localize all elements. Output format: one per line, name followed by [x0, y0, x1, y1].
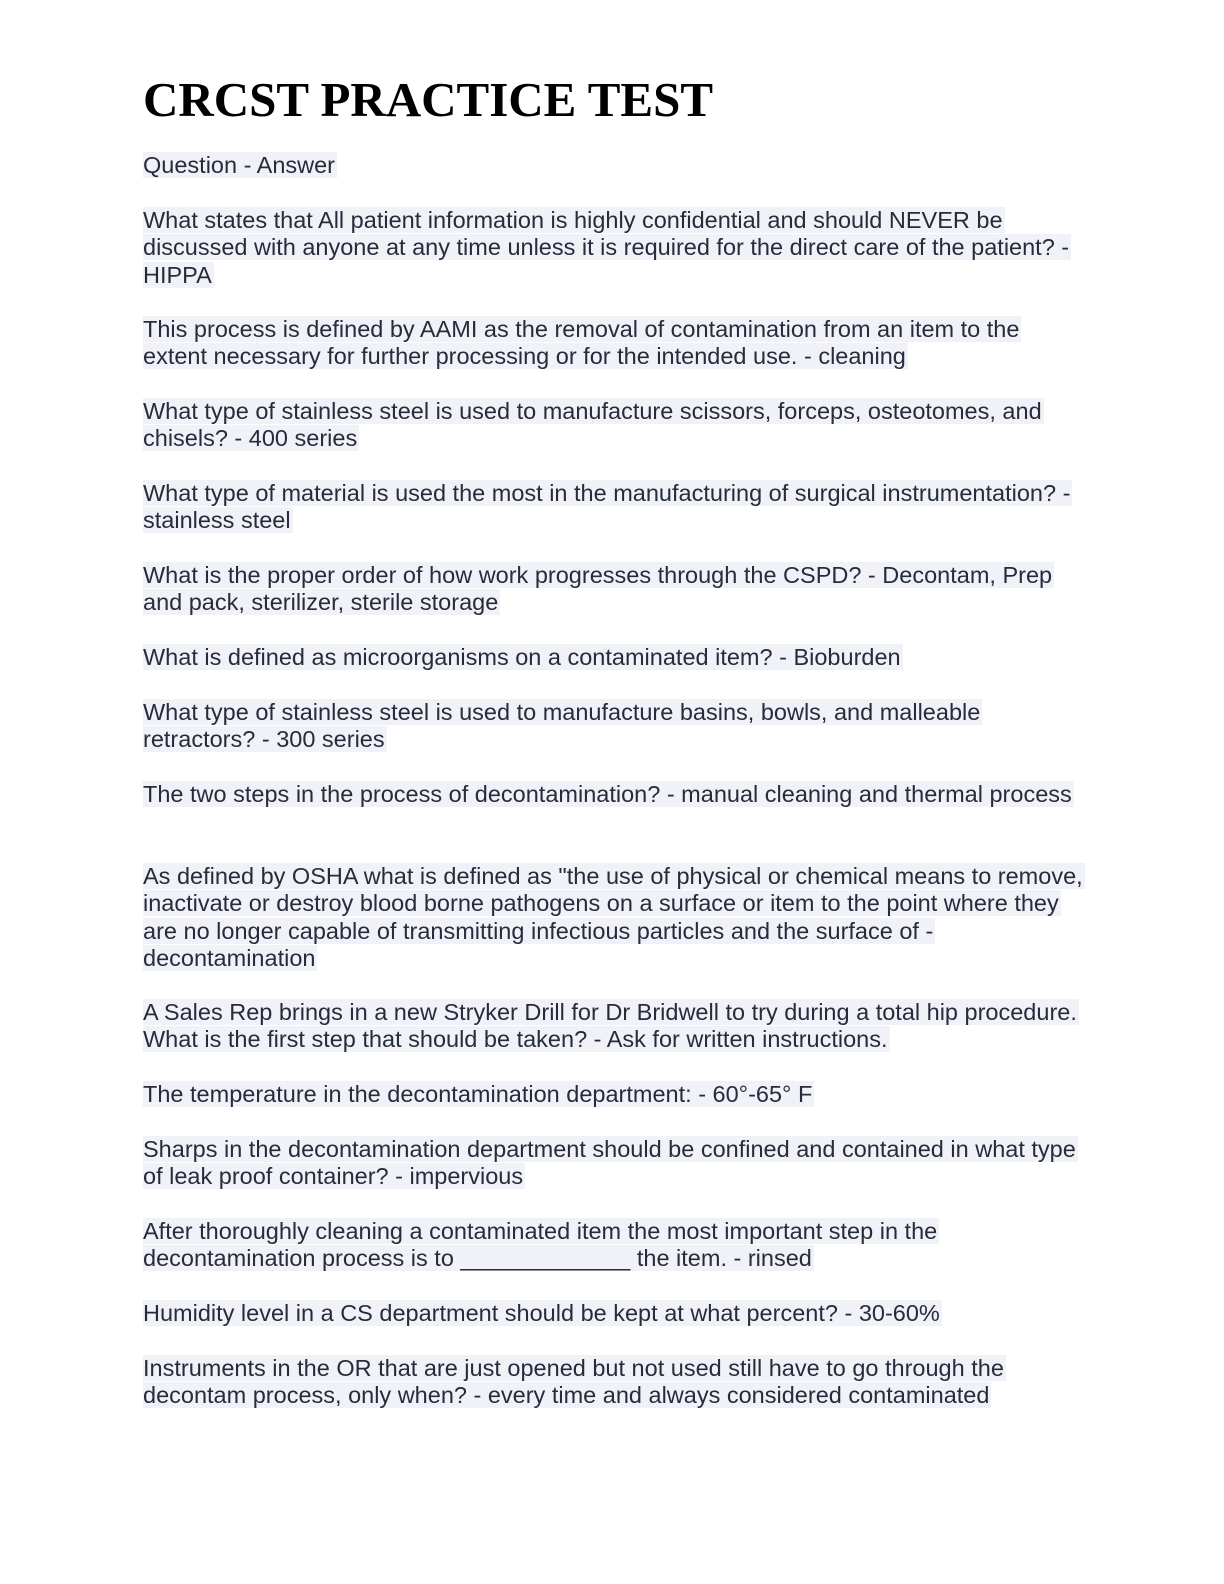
qa-item [143, 207, 1083, 289]
qa-item-text: This process is defined by AAMI as the removal of contamination from an item to the extent necessary for further processing or for the intended use. - cleaning [143, 316, 1020, 370]
qa-item-text: What is the proper order of how work progresses through the CSPD? - Decontam, Prep and pack, sterilizer, sterile storage [143, 562, 1053, 616]
qa-item-text: The temperature in the decontamination department: - 60°-65° F [143, 1081, 813, 1107]
qa-item [143, 699, 1083, 754]
qa-item-text: Instruments in the OR that are just opened but not used still have to go through the decontam process, only when? - every time and always considered contaminated [143, 1355, 1004, 1409]
column-header-text: Question - Answer [143, 152, 336, 178]
qa-item [143, 562, 1083, 617]
qa-item-text: The two steps in the process of decontamination? - manual cleaning and thermal process [143, 781, 1072, 807]
qa-item-text: What type of material is used the most in the manufacturing of surgical instrumentation? - stainless steel [143, 480, 1071, 534]
qa-item [143, 1136, 1083, 1191]
qa-item [143, 398, 1083, 453]
qa-item-text: Sharps in the decontamination department should be confined and contained in what type of leak proof container? - impervious [143, 1136, 1076, 1190]
qa-item [143, 999, 1083, 1054]
qa-item-text: After thoroughly cleaning a contaminated item the most important step in the decontamination process is to _____________ the item. - rinsed [143, 1218, 938, 1272]
qa-item [143, 480, 1083, 535]
qa-item-text: What type of stainless steel is used to manufacture basins, bowls, and malleable retractors? - 300 series [143, 699, 981, 753]
qa-item [143, 1300, 1083, 1327]
qa-item [143, 316, 1083, 371]
qa-item-text: What states that All patient information is highly confidential and should NEVER be discussed with anyone at any time unless it is required for the direct care of the patient? - HIPPA [143, 207, 1070, 288]
qa-item-text: As defined by OSHA what is defined as "the use of physical or chemical means to remove, inactivate or destroy blood borne pathogens on a surface or item to the point where they are no longer capable of transmitting infectious particles and the surface of - decontamination [143, 863, 1083, 972]
column-header [143, 152, 1083, 179]
qa-item-text: Humidity level in a CS department should be kept at what percent? - 30-60% [143, 1300, 940, 1326]
qa-item-text: What is defined as microorganisms on a contaminated item? - Bioburden [143, 644, 901, 670]
qa-item [143, 1081, 1083, 1108]
qa-item-text: What type of stainless steel is used to manufacture scissors, forceps, osteotomes, and chisels? - 400 series [143, 398, 1042, 452]
qa-item [143, 1218, 1083, 1273]
qa-item [143, 644, 1083, 671]
document-title: CRCST PRACTICE TEST [143, 72, 714, 127]
qa-item [143, 863, 1083, 973]
qa-item [143, 1355, 1083, 1410]
qa-item [143, 781, 1083, 808]
qa-item-text: A Sales Rep brings in a new Stryker Drill for Dr Bridwell to try during a total hip procedure. What is the first step that should be taken? - Ask for written instructions. [143, 999, 1077, 1053]
